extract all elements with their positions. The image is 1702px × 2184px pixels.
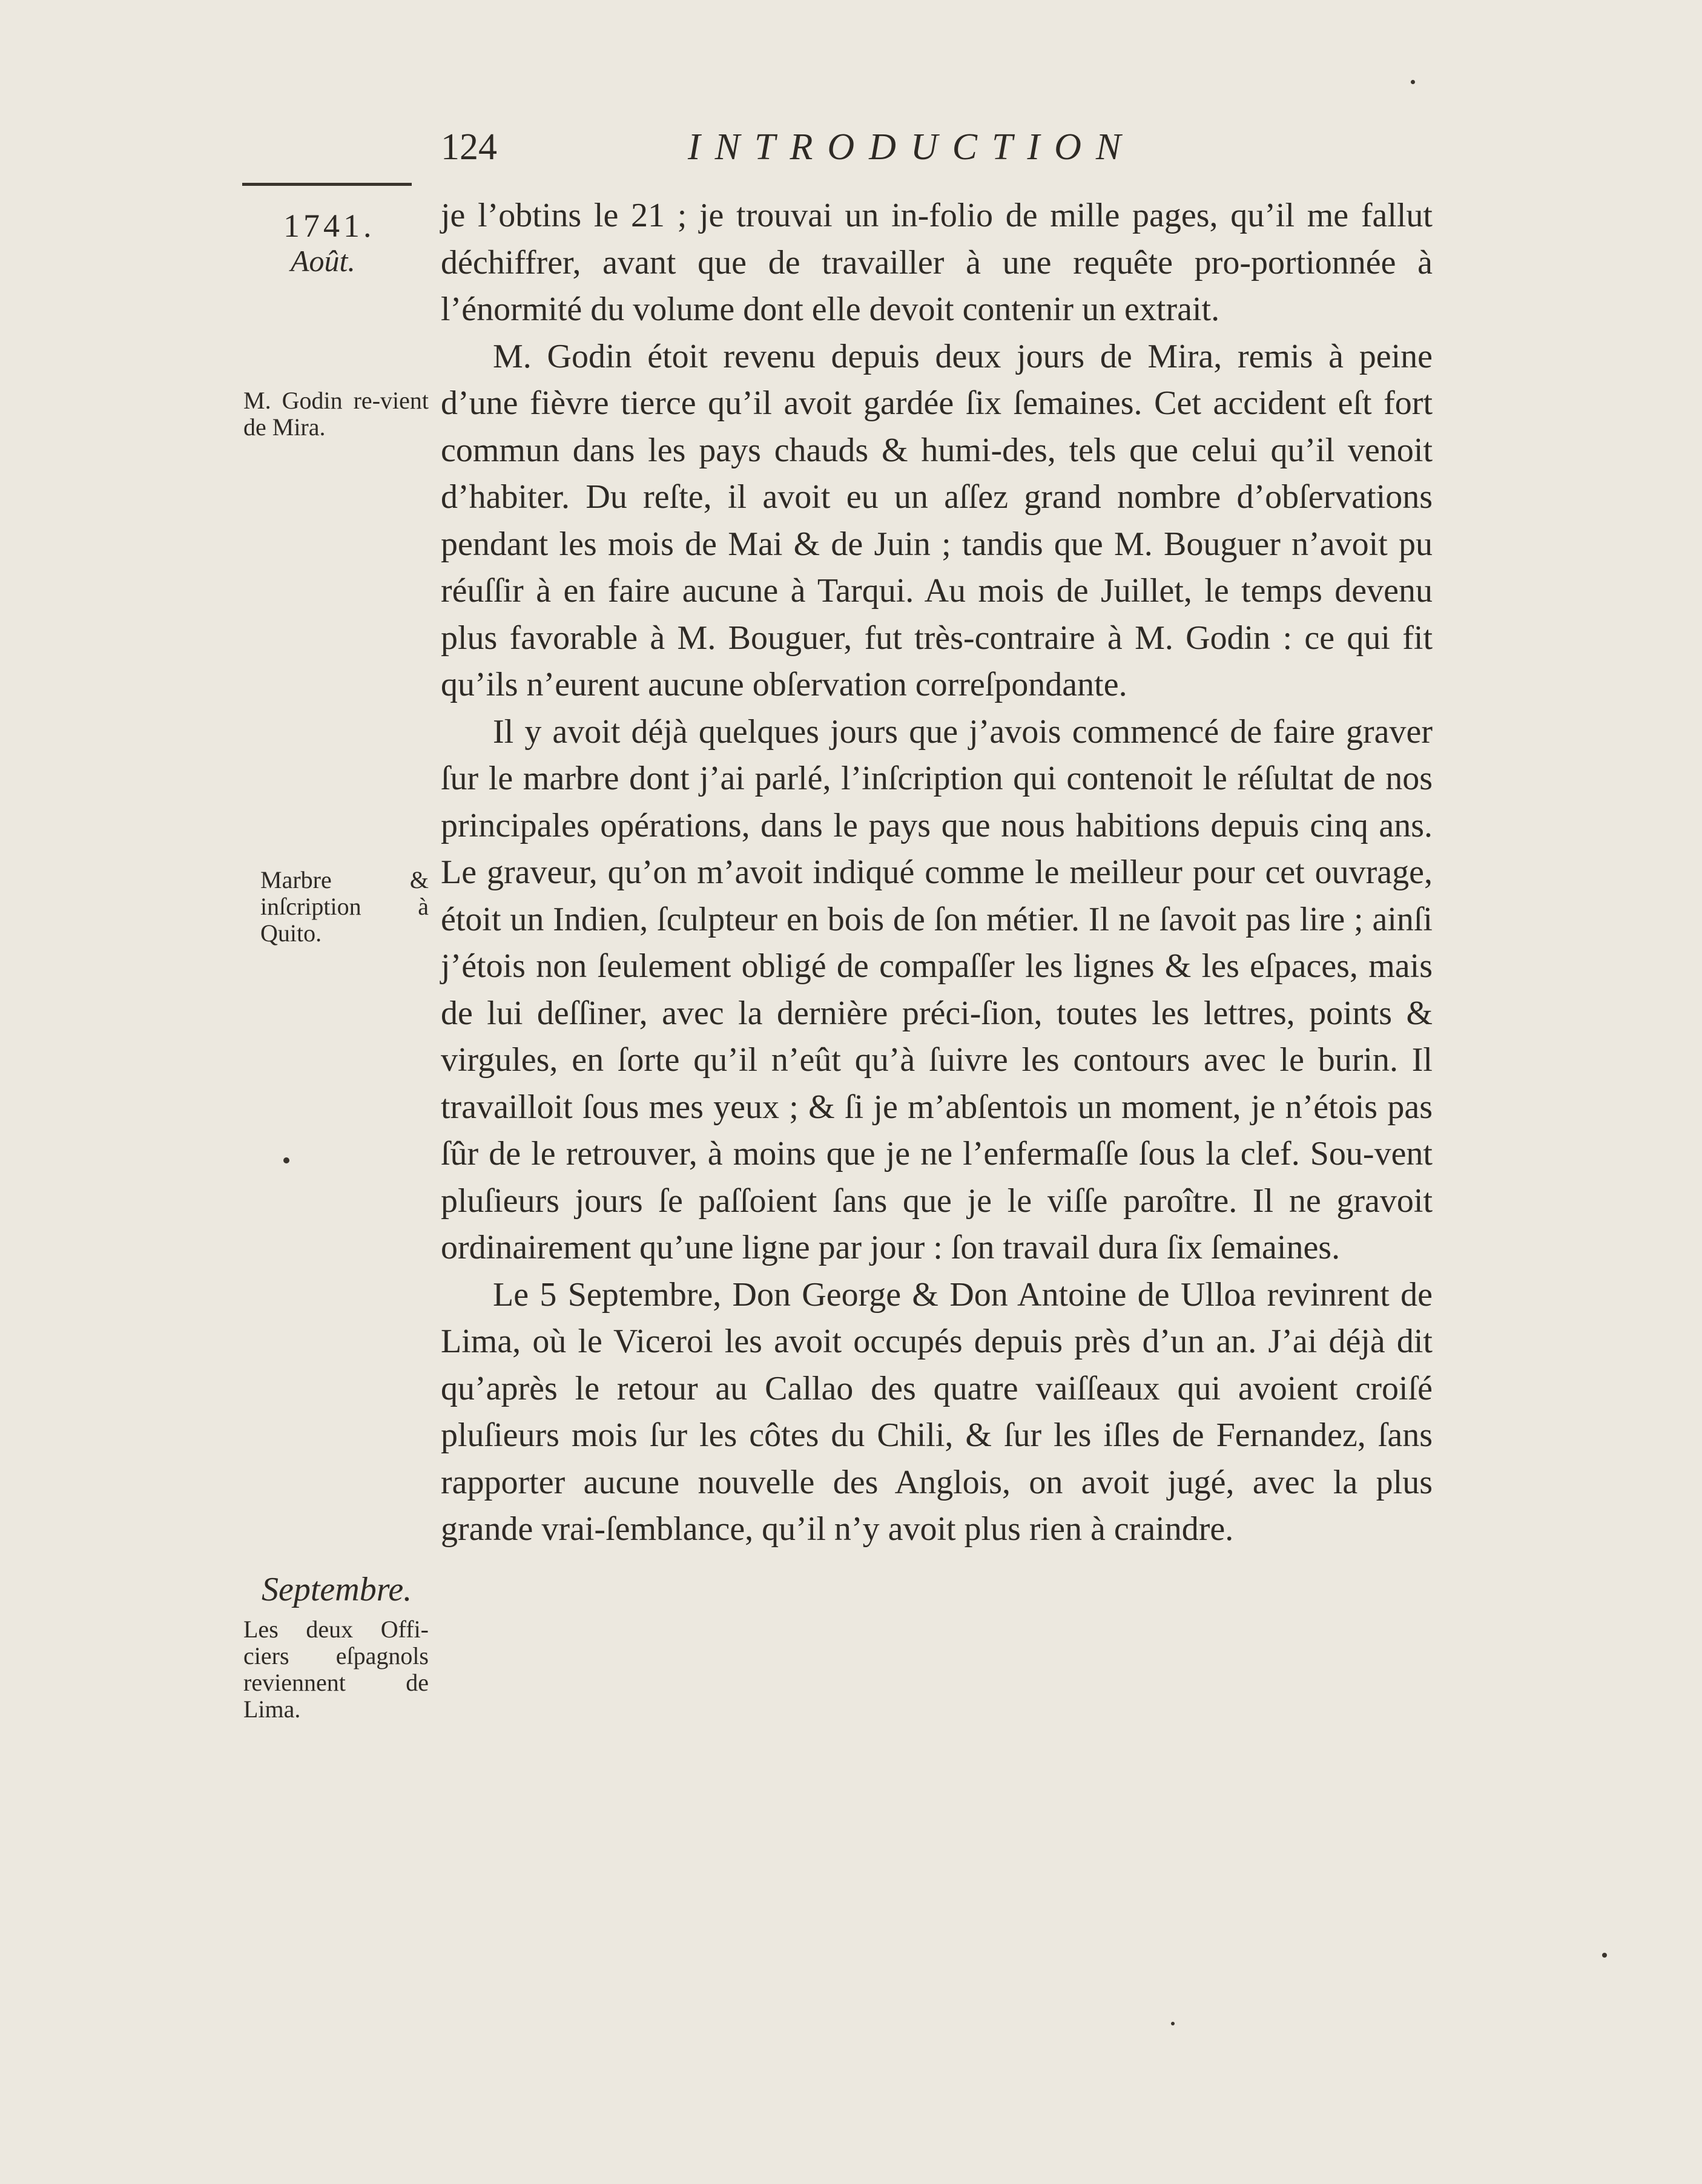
paragraph-septembre: Le 5 Septembre, Don George & Don Antoine de Ulloa revinrent de Lima, où le Viceroi les avoit occupés depuis près d’un an. J’ai déjà dit qu’après le retour au Callao des quatre vaiſſeaux qui avoient croiſé pluſieurs mois ſur les côtes du Chili, & ſur les iſles de Fernandez, ſans rapporter aucune nouvelle des Anglois, on avoit jugé, avec la plus grande vrai-ſemblance, qu’il n’y avoit plus rien à craindre. bbox=[441, 1275, 1433, 1548]
paper-speck bbox=[1171, 2022, 1175, 2025]
paragraph-godin: M. Godin étoit revenu depuis deux jours de Mira, remis à peine d’une fièvre tierce qu’il avoit gardée ſix ſemaines. Cet accident eſt fort commun dans les pays chauds & humi-des, tels que celui qu’il venoit d’habiter. Du reſte, il avoit eu un aſſez grand nombre d’obſervations pendant les mois de Mai & de Juin ; tandis que M. Bouguer n’avoit pu réuſſir à en faire aucune à Tarqui. Au mois de Juillet, le temps devenu plus favorable à M. Bouguer, fut très-contraire à M. Godin : ce qui fit qu’ils n’eurent aucune obſervation correſpondante. bbox=[441, 337, 1433, 703]
paragraph-marbre: Il y avoit déjà quelques jours que j’avois commencé de faire graver ſur le marbre dont j’ai parlé, l’inſcription qui contenoit le réſultat de nos principales opérations, dans le pays que nous habitions depuis cinq ans. Le graveur, qu’on m’avoit indiqué comme le meilleur pour cet ouvrage, étoit un Indien, ſculpteur en bois de ſon métier. Il ne ſavoit pas lire ; ainſi j’étois non ſeulement obligé de compaſſer les lignes & les eſpaces, mais de lui deſſiner, avec la dernière préci-ſion, toutes les lettres, points & virgules, en ſorte qu’il n’eût qu’à ſuivre les contours avec le burin. Il travailloit ſous mes yeux ; & ſi je m’abſentois un moment, je n’étois pas ſûr de le retrouver, à moins que je ne l’enfermaſſe ſous la clef. Sou-vent pluſieurs jours ſe paſſoient ſans que je le viſſe paroître. Il ne gravoit ordinairement qu’une ligne par jour : ſon travail dura ſix ſemaines. bbox=[441, 712, 1433, 1266]
margin-rule bbox=[242, 183, 412, 186]
paper-speck bbox=[1411, 80, 1415, 84]
paper-speck bbox=[1602, 1953, 1607, 1958]
margin-note-officiers: Les deux Offi-ciers eſpagnols reviennent de Lima. bbox=[243, 1616, 429, 1723]
paper-speck bbox=[283, 1157, 289, 1163]
paragraph-continuation: je l’obtins le 21 ; je trouvai un in-folio de mille pages, qu’il me fallut déchiffrer, avant que de travailler à une requête pro-portionnée à l’énormité du volume dont elle devoit contenir un extrait. bbox=[441, 197, 1433, 328]
margin-year: 1741. bbox=[283, 208, 375, 244]
margin-month-septembre: Septembre. bbox=[262, 1571, 412, 1608]
margin-note-marbre: Marbre & inſcription à Quito. bbox=[260, 866, 429, 947]
running-head: INTRODUCTION bbox=[688, 127, 1136, 168]
margin-month-aout: Août. bbox=[291, 244, 355, 278]
margin-note-godin: M. Godin re-vient de Mira. bbox=[243, 387, 429, 441]
main-text bbox=[441, 192, 1433, 1553]
page-number: 124 bbox=[441, 127, 497, 168]
